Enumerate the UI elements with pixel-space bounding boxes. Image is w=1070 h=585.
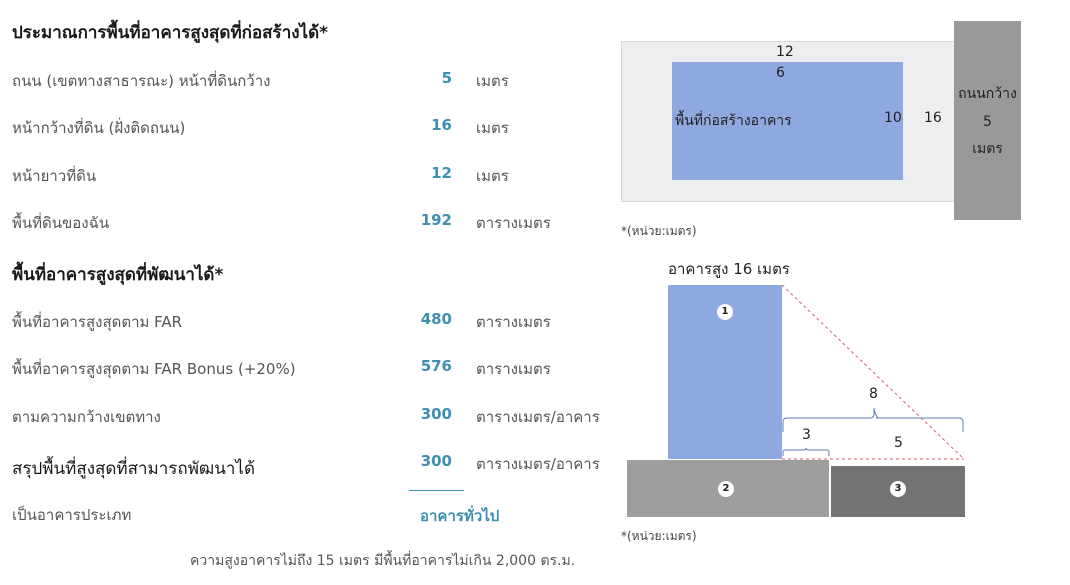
dimension-3: 3 — [802, 427, 811, 443]
road-width-diagram-unit: เมตร — [972, 141, 1003, 157]
building-height-label: อาคารสูง 16 เมตร — [668, 260, 790, 278]
land-area-value: 192 — [420, 211, 452, 229]
summary-unit: ตารางเมตร/อาคาร — [476, 455, 600, 473]
summary-value: 300 — [420, 452, 452, 470]
marker-3: 3 — [890, 481, 906, 497]
land-depth-value: 12 — [431, 164, 452, 182]
summary-label: สรุปพื้นที่สูงสุดที่สามารถพัฒนาได้ — [12, 459, 256, 479]
section-title-max-area: พื้นที่อาคารสูงสุดที่พัฒนาได้* — [12, 265, 224, 285]
plan-unit-note: *(หน่วย:เมตร) — [621, 224, 697, 238]
far-area-label: พื้นที่อาคารสูงสุดตาม FAR — [12, 313, 183, 331]
land-area-unit: ตารางเมตร — [476, 214, 551, 232]
far-bonus-unit: ตารางเมตร — [476, 360, 551, 378]
far-bonus-label: พื้นที่อาคารสูงสุดตาม FAR Bonus (+20%) — [12, 360, 296, 378]
dimension-5: 5 — [894, 435, 903, 451]
side-dimension: 16 — [924, 110, 942, 126]
road-limit-label: ตามความกว้างเขตทาง — [12, 408, 161, 426]
far-bonus-value: 576 — [420, 357, 452, 375]
road-width-value: 5 — [441, 69, 452, 87]
marker-1: 1 — [717, 304, 733, 320]
land-frontage-label: หน้ากว้างที่ดิน (ฝั่งติดถนน) — [12, 119, 186, 137]
road-label: ถนนกว้าง — [958, 86, 1017, 102]
road-width-label: ถนน (เขตทางสาธารณะ) หน้าที่ดินกว้าง — [12, 72, 271, 90]
section-title-estimate: ประมาณการพื้นที่อาคารสูงสุดที่ก่อสร้างได้* — [12, 23, 329, 43]
far-area-unit: ตารางเมตร — [476, 313, 551, 331]
far-area-value: 480 — [420, 310, 452, 328]
inner-side-dimension: 10 — [884, 110, 902, 126]
land-area-label: พื้นที่ดินของฉัน — [12, 214, 110, 232]
land-frontage-value: 16 — [431, 116, 452, 134]
setback-lines — [600, 270, 1000, 480]
road-limit-value: 300 — [420, 405, 452, 423]
land-frontage-unit: เมตร — [476, 119, 509, 137]
building-type-value: อาคารทั่วไป — [420, 507, 500, 525]
marker-2: 2 — [718, 481, 734, 497]
top-dimension: 12 — [776, 44, 794, 60]
land-depth-unit: เมตร — [476, 167, 509, 185]
footnote: ความสูงอาคารไม่ถึง 15 เมตร มีพื้นที่อาคารไม่เกิน 2,000 ตร.ม. — [190, 553, 576, 569]
summary-underline — [409, 490, 464, 491]
road-limit-unit: ตารางเมตร/อาคาร — [476, 408, 600, 426]
road-width-unit: เมตร — [476, 72, 509, 90]
section-unit-note: *(หน่วย:เมตร) — [621, 529, 697, 543]
buildable-area-label: พื้นที่ก่อสร้างอาคาร — [675, 113, 792, 129]
inner-top-dimension: 6 — [776, 65, 785, 81]
land-depth-label: หน้ายาวที่ดิน — [12, 167, 97, 185]
building-type-label: เป็นอาคารประเภท — [12, 506, 132, 524]
road-width-diagram-value: 5 — [983, 114, 992, 130]
dimension-8: 8 — [869, 386, 878, 402]
